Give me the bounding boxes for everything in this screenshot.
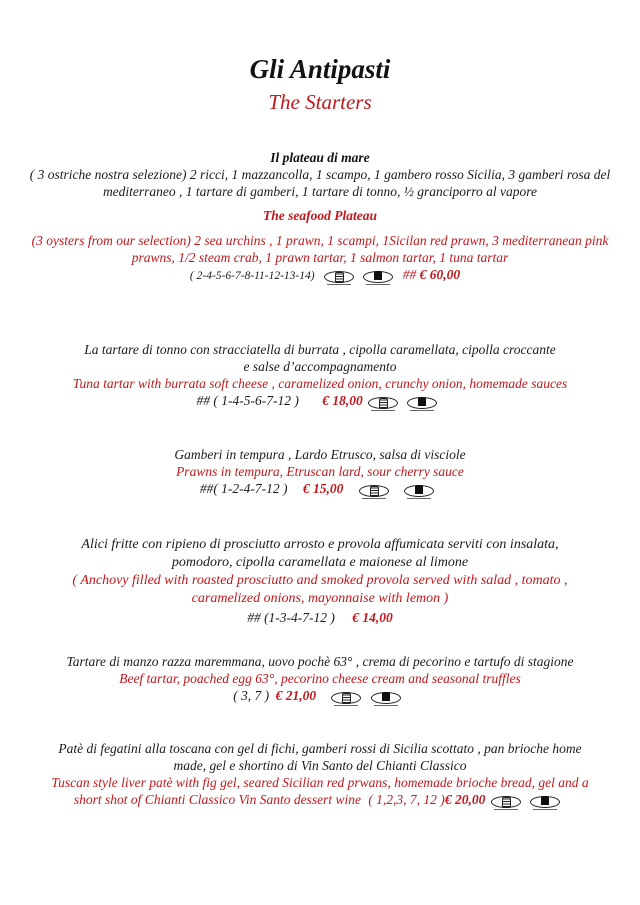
menu-item-tuna-tartare <box>0 341 640 412</box>
gluten-free-icon <box>368 397 398 412</box>
item-price: € 15,00 <box>302 481 344 496</box>
item-desc-en-line: Beef tartar, poached egg 63°, pecorino cheese cream and seasonal truffles <box>119 671 521 686</box>
item-desc-en-line: short shot of Chianti Classico Vin Santo dessert wine <box>73 792 361 807</box>
item-allergens: ##( 1-2-4-7-12 ) <box>199 481 288 496</box>
item-title-en: The seafood Plateau <box>263 208 377 223</box>
item-price: € 60,00 <box>419 267 461 282</box>
item-allergens: ( 2-4-5-6-7-8-11-12-13-14) <box>189 270 315 282</box>
item-desc-en-line: prawns, 1/2 steam crab, 1 prawn tartar, 1 salmon tartar, 1 tuna tartar <box>131 250 509 265</box>
menu-item-plateau <box>0 149 640 286</box>
item-desc-it-line: e salse d’accompagnamento <box>243 359 397 374</box>
gluten-free-icon <box>491 796 521 811</box>
item-allergens: ( 3, 7 ) <box>233 688 270 703</box>
lactose-free-icon <box>530 796 560 811</box>
diet-icons <box>359 483 440 500</box>
menu-item-anchovy <box>0 536 640 627</box>
item-allergens: ( 1,2,3, 7, 12 ) <box>368 792 445 807</box>
item-desc-it-line: Gamberi in tempura , Lardo Etrusco, salsa di visciole <box>174 447 466 462</box>
diet-icons <box>491 794 566 811</box>
item-desc-it-line: Tartare di manzo razza maremmana, uovo pochè 63° , crema di pecorino e tartufo di stagione <box>66 654 574 669</box>
item-desc-it-line: Alici fritte con ripieno di prosciutto arrosto e provola affumicata serviti con insalata, <box>81 537 559 552</box>
lactose-free-icon <box>371 692 401 707</box>
item-price: € 20,00 <box>444 792 486 807</box>
item-desc-en-line: Tuscan style liver patè with fig gel, seared Sicilian red prwans, homemade brioche bread, gel and a <box>51 775 589 790</box>
item-title-it: Il plateau di mare <box>270 150 370 165</box>
gluten-free-icon <box>359 485 389 500</box>
diet-icons <box>324 269 399 286</box>
lactose-free-icon <box>407 397 437 412</box>
item-price: € 21,00 <box>275 688 317 703</box>
item-desc-it-line: mediterraneo , 1 tartare di gamberi, 1 tartare di tonno, ½ granciporro al vapore <box>102 184 538 199</box>
item-desc-en-line: Tuna tartar with burrata soft cheese , caramelized onion, crunchy onion, homemade sauces <box>72 376 568 391</box>
item-price: € 18,00 <box>322 393 363 408</box>
lactose-free-icon <box>363 271 393 286</box>
item-price: € 14,00 <box>352 610 393 625</box>
item-desc-it-line: ( 3 ostriche nostra selezione) 2 ricci, 1 mazzancolla, 1 scampo, 1 gambero rosso Sicilia, 3 gamberi rosa del <box>29 167 611 182</box>
menu-item-beef-tartare <box>0 653 640 707</box>
item-desc-it-line: La tartare di tonno con stracciatella di burrata , cipolla caramellata, cipolla croccante <box>84 342 556 357</box>
item-desc-it-line: Patè di fegatini alla toscana con gel di fichi, gamberi rossi di Sicilia scottato , pan brioche home <box>58 741 582 756</box>
gluten-free-icon <box>331 692 361 707</box>
item-allergens: ## ( 1-4-5-6-7-12 ) <box>196 393 299 408</box>
menu-item-liver-pate <box>0 740 640 811</box>
item-allergens: ## (1-3-4-7-12 ) <box>247 610 335 625</box>
item-desc-it-line: pomodoro, cipolla caramellata e maionese al limone <box>171 555 469 570</box>
item-desc-en-line: caramelized onions, mayonnaise with lemon ) <box>191 591 449 606</box>
diet-icons <box>368 395 443 412</box>
item-desc-en-line: (3 oysters from our selection) 2 sea urchins , 1 prawn, 1 scampi, 1Sicilan red prawn, 3 mediterranean pink <box>31 233 609 248</box>
item-price-prefix: ## <box>402 267 417 282</box>
page-subtitle: The Starters <box>268 90 372 114</box>
item-desc-it-line: made, gel e shortino di Vin Santo del Chianti Classico <box>173 758 467 773</box>
diet-icons <box>331 690 406 707</box>
item-desc-en-line: Prawns in tempura, Etruscan lard, sour cherry sauce <box>176 464 464 479</box>
lactose-free-icon <box>404 485 434 500</box>
gluten-free-icon <box>324 271 354 286</box>
page-title: Gli Antipasti <box>249 54 391 84</box>
menu-item-prawns-tempura <box>0 446 640 500</box>
item-desc-en-line: ( Anchovy filled with roasted prosciutto and smoked provola served with salad , tomato , <box>72 573 568 588</box>
